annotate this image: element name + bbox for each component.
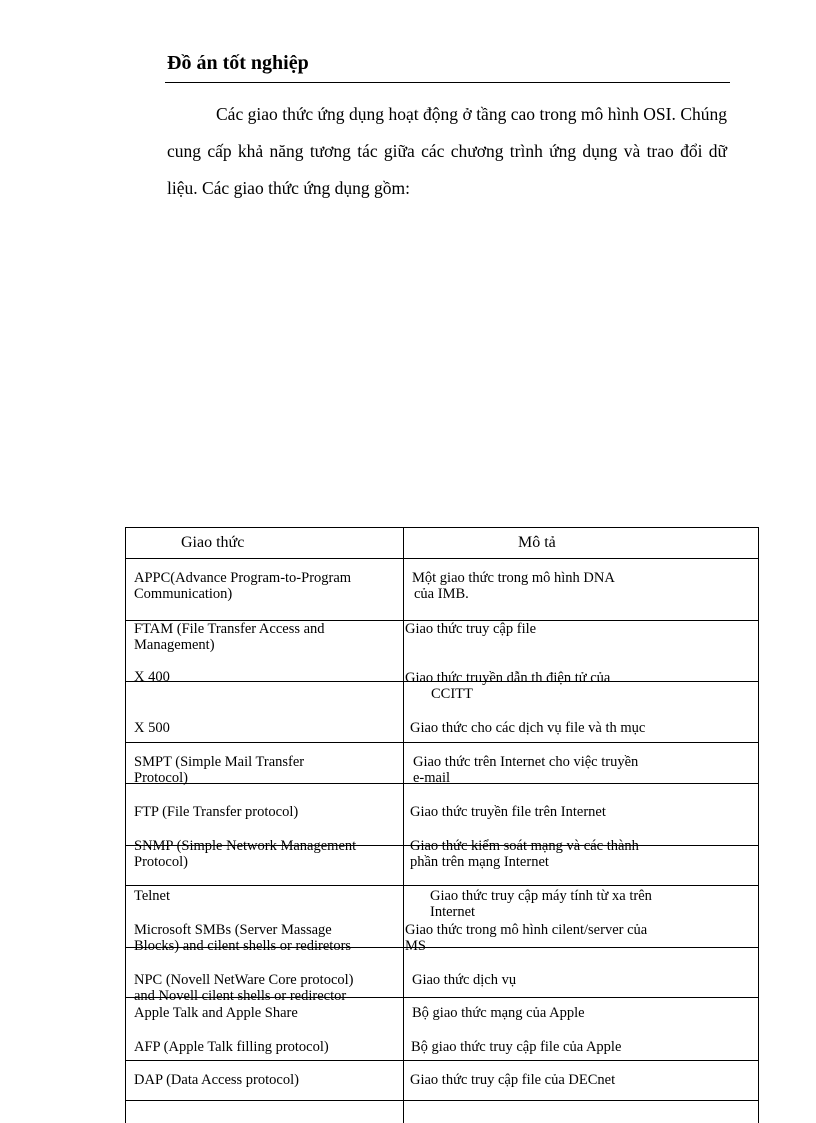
- table-cell-right: MS: [405, 938, 426, 954]
- table-column-rule: [125, 527, 126, 1123]
- table-cell-right: Giao thức truyền dẫn th điện tử của: [405, 670, 611, 686]
- table-header-description: Mô tả: [518, 534, 556, 551]
- table-cell-left: Protocol): [134, 770, 188, 786]
- table-cell-left: FTP (File Transfer protocol): [134, 804, 299, 820]
- table-cell-left: X 500: [134, 720, 170, 736]
- table-rule: [125, 1060, 759, 1061]
- header-divider: [165, 82, 730, 83]
- table-header-protocol: Giao thức: [181, 534, 245, 551]
- table-cell-left: SMPT (Simple Mail Transfer: [134, 754, 305, 770]
- table-cell-left: Management): [134, 637, 215, 653]
- table-cell-right: Giao thức truyền file trên Internet: [410, 804, 606, 820]
- table-cell-right: của IMB.: [414, 586, 469, 602]
- table-cell-right: Giao thức kiểm soát mạng và các thành: [410, 838, 639, 854]
- table-column-rule: [758, 527, 759, 1123]
- table-cell-left: DAP (Data Access protocol): [134, 1072, 299, 1088]
- table-cell-left: Protocol): [134, 854, 188, 870]
- table-rule: [125, 885, 759, 886]
- table-cell-right: Bộ giao thức mạng của Apple: [412, 1005, 585, 1021]
- table-cell-right: Giao thức trong mô hình cilent/server của: [405, 922, 648, 938]
- table-rule: [125, 742, 759, 743]
- table-cell-left: SNMP (Simple Network Management: [134, 838, 357, 854]
- table-cell-left: FTAM (File Transfer Access and: [134, 621, 325, 637]
- table-cell-left: AFP (Apple Talk filling protocol): [134, 1039, 329, 1055]
- table-cell-left: Communication): [134, 586, 233, 602]
- table-cell-right: Internet: [430, 904, 476, 920]
- table-cell-left: NPC (Novell NetWare Core protocol): [134, 972, 354, 988]
- page-header-title: Đồ án tốt nghiệp: [167, 52, 309, 74]
- table-cell-right: Giao thức truy cập file của DECnet: [410, 1072, 616, 1088]
- table-cell-right: Giao thức cho các dịch vụ file và th mục: [410, 720, 646, 736]
- table-cell-left: X 400: [134, 669, 170, 685]
- table-cell-left: Apple Talk and Apple Share: [134, 1005, 298, 1021]
- table-cell-right: Một giao thức trong mô hình DNA: [412, 570, 615, 586]
- intro-paragraph: Các giao thức ứng dụng hoạt động ở tầng cao trong mô hình OSI. Chúng cung cấp khả năng tương tác giữa các chương trình ứng dụng và trao đổi dữ liệu. Các giao thức ứng dụng gồm:: [167, 104, 727, 198]
- table-rule: [125, 527, 759, 528]
- table-cell-right: Giao thức truy cập file: [405, 621, 537, 637]
- table-cell-right: phần trên mạng Internet: [410, 854, 549, 870]
- table-cell-right: CCITT: [431, 686, 473, 702]
- table-rule: [125, 558, 759, 559]
- table-cell-right: e-mail: [413, 770, 451, 786]
- table-cell-left: Telnet: [134, 888, 171, 904]
- table-cell-left: Microsoft SMBs (Server Massage: [134, 922, 332, 938]
- table-cell-left: APPC(Advance Program-to-Program: [134, 570, 352, 586]
- table-column-rule: [403, 527, 404, 1123]
- table-cell-right: Bộ giao thức truy cập file của Apple: [411, 1039, 622, 1055]
- table-cell-right: Giao thức truy cập máy tính từ xa trên: [430, 888, 652, 904]
- table-cell-left: Blocks) and cilent shells or rediretors: [134, 938, 352, 954]
- table-cell-left: and Novell cilent shells or redirector: [134, 988, 347, 1004]
- table-cell-right: Giao thức trên Internet cho việc truyền: [413, 754, 639, 770]
- table-rule: [125, 1100, 759, 1101]
- table-cell-right: Giao thức dịch vụ: [412, 972, 517, 988]
